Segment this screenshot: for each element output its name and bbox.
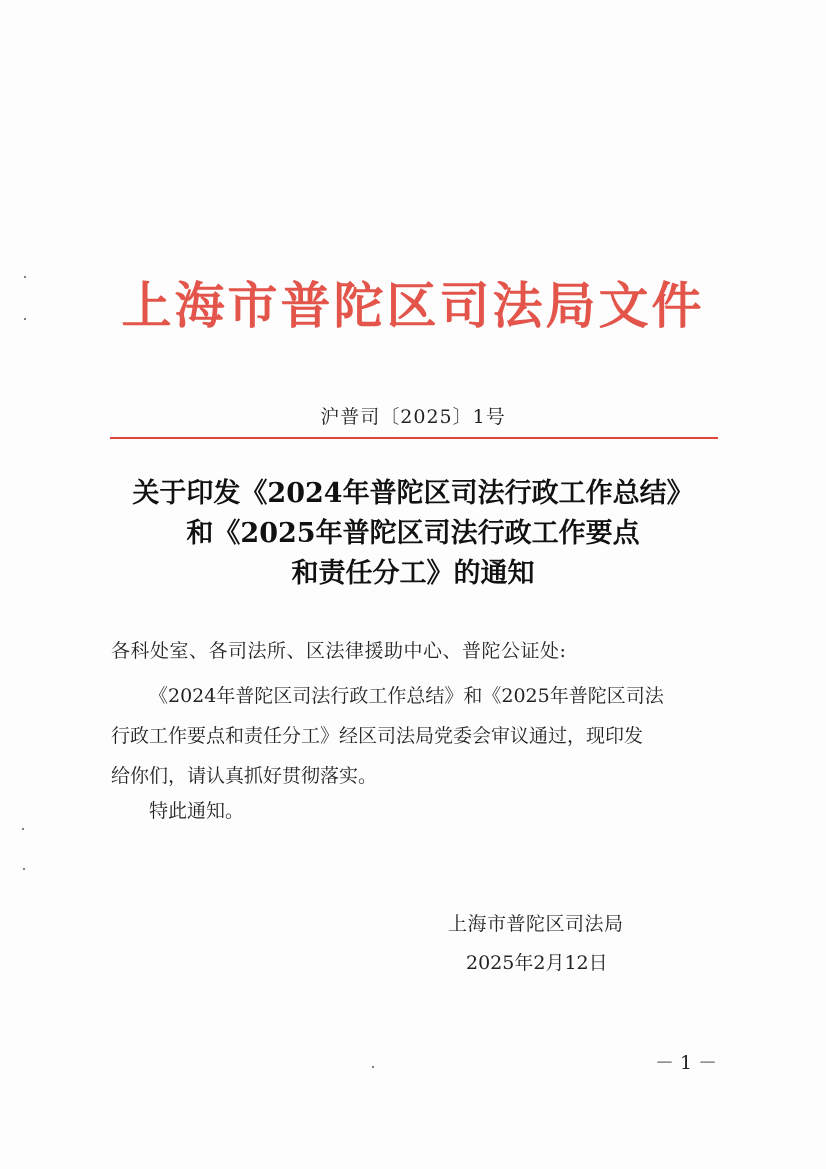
closing-remark: 特此通知。 [149,800,245,822]
notice-title-line: 关于印发《2024年普陀区司法行政工作总结》 [132,478,694,509]
page-number: － 1 － [655,1052,718,1074]
notice-title-line: 和《2025年普陀区司法行政工作要点 [186,518,640,549]
scan-speck [23,868,25,870]
body-line: 行政工作要点和责任分工》经区司法局党委会审议通过，现印发 [111,725,644,747]
scan-speck [372,1066,374,1068]
body-line: 给你们，请认真抓好贯彻落实。 [111,765,378,787]
body-line: 《2024年普陀区司法行政工作总结》和《2025年普陀区司法 [149,685,664,707]
notice-title-line: 和责任分工》的通知 [291,558,535,589]
scan-speck [22,828,24,830]
document-header-title: 上海市普陀区司法局文件 [121,276,705,335]
salutation: 各科处室、各司法所、区法律援助中心、普陀公证处: [111,640,567,662]
notice-title [0,474,826,594]
red-divider-line [110,437,718,439]
body-paragraph [111,676,719,796]
document-number: 沪普司〔2025〕1号 [320,406,506,428]
signature-organization: 上海市普陀区司法局 [448,913,624,935]
signature-date: 2025年2月12日 [466,952,608,974]
